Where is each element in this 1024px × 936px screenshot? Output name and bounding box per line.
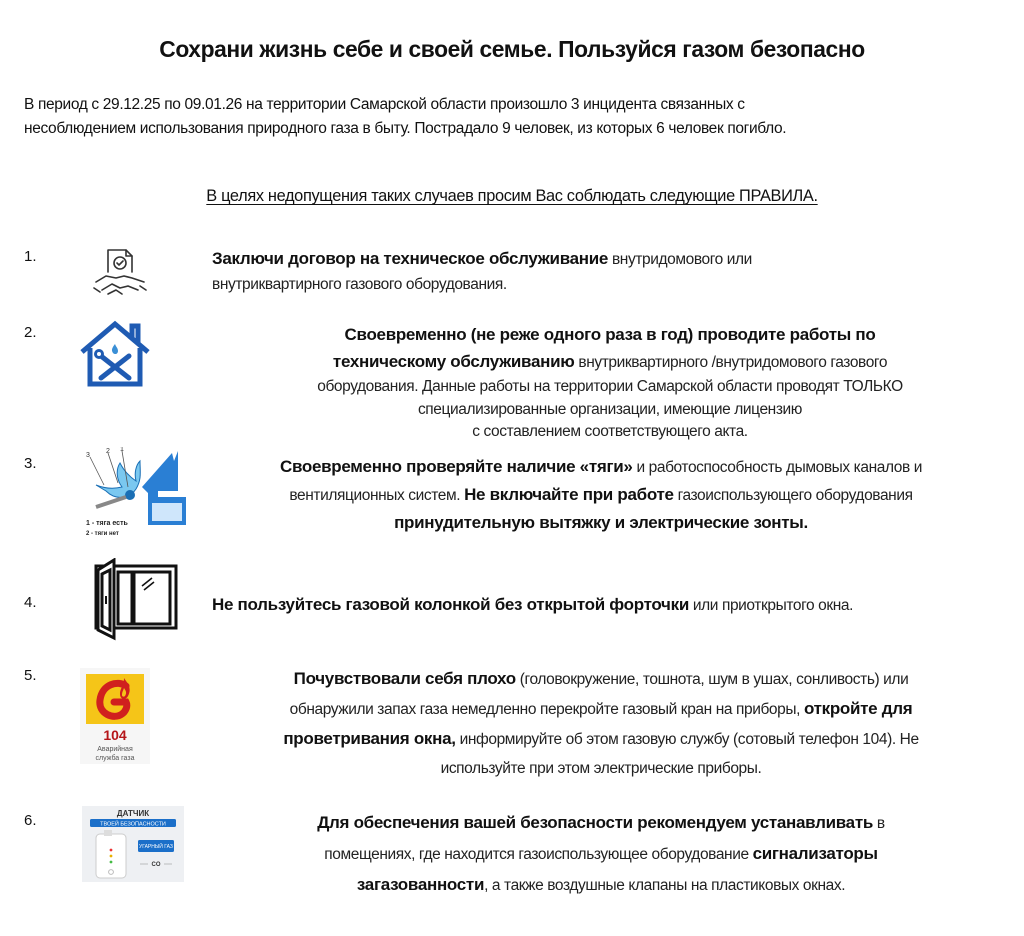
rule-6-bold-1: Для обеспечения вашей безопасности рекомендуем устанавливать	[317, 813, 874, 832]
draft-legend-1: 1 - тяга есть	[86, 520, 128, 527]
house-tools-icon	[76, 318, 154, 390]
rule-6-bold-3: загазованности	[356, 875, 485, 894]
rule-2-bold-2: техническому обслуживанию	[332, 352, 575, 371]
detector-badge: УГАРНЫЙ ГАЗ	[139, 844, 173, 850]
gas-emergency-104-icon	[80, 668, 150, 764]
rule-5-pre-2: обнаружили запах газа немедленно перекройте газовый кран на приборы,	[289, 701, 804, 718]
intro-line-1: В период с 29.12.25 по 09.01.26 на территории Самарской области произошло 3 инцидента связанных с	[24, 96, 745, 113]
rule-2-rest-2: внутриквартирного /внутридомового газового	[574, 354, 888, 371]
rule-1-number: 1.	[24, 248, 37, 265]
intro-line-2: несоблюдением использования природного газа в быту. Пострадало 9 человек, из которых 6 человек погибло.	[24, 120, 787, 137]
contract-handshake-icon	[82, 242, 158, 308]
page-title: Сохрани жизнь себе и своей семье. Пользуйся газом безопасно	[159, 36, 865, 62]
rule-2-line-4: специализированные организации, имеющие лицензию	[417, 401, 803, 418]
detector-co: CO	[151, 862, 161, 868]
rule-5-line-4: используйте при этом электрические приборы.	[440, 760, 762, 777]
rule-3-bold-2: Не включайте при работе	[464, 485, 674, 504]
rule-4-bold: Не пользуйтесь газовой колонкой без открытой форточки	[212, 595, 689, 614]
rule-3-number: 3.	[24, 455, 37, 472]
rules-heading	[4, 187, 1020, 206]
gas-detector-icon	[82, 806, 184, 882]
detector-subtitle: ТВОЕЙ БЕЗОПАСНОСТИ	[100, 821, 166, 828]
rule-2-line-5: с составлением соответствующего акта.	[472, 423, 748, 440]
rule-2-text	[210, 320, 1010, 446]
rule-2-line-3: оборудования. Данные работы на территории Самарской области проводят ТОЛЬКО	[317, 378, 903, 395]
rule-1-text	[212, 244, 752, 299]
rule-3-bold-1: Своевременно проверяйте наличие «тяги»	[279, 457, 633, 476]
detector-title: ДАТЧИК	[116, 809, 150, 818]
emergency-caption-2: служба газа	[95, 755, 135, 762]
draft-label-1: 1	[120, 447, 124, 453]
rule-1-rest: внутридомового или	[608, 251, 752, 268]
draft-legend-2: 2 - тяги нет	[86, 531, 119, 537]
rule-6-rest-3: , а также воздушные клапаны на пластиковых окнах.	[484, 877, 846, 894]
rule-4-rest: или приоткрытого окна.	[688, 597, 854, 614]
open-window-icon	[90, 558, 190, 648]
emergency-caption-1: Аварийная	[97, 746, 133, 753]
rule-1-line-2: внутриквартирного газового оборудования.	[212, 276, 507, 293]
draft-label-3: 3	[86, 452, 90, 459]
rule-6-rest-1: в	[873, 815, 885, 832]
rule-5-rest-3: информируйте об этом газовую службу (сотовый телефон 104). Не	[455, 731, 919, 748]
rule-6-bold-2: сигнализаторы	[752, 844, 878, 863]
rule-2-bold-1: Своевременно (не реже одного раза в год) проводите работы по	[344, 325, 876, 344]
rule-5-rest-1: (головокружение, тошнота, шум в ушах, сонливость) или	[515, 671, 909, 688]
rule-3-text	[196, 452, 1006, 538]
rule-5-text	[196, 664, 1006, 783]
rule-5-bold-3: проветривания окна,	[283, 729, 456, 748]
chimney-draft-icon	[82, 447, 186, 537]
intro-paragraph	[24, 93, 786, 141]
rule-5-bold-1: Почувствовали себя плохо	[293, 669, 516, 688]
rule-4-text	[212, 590, 853, 620]
rule-1-bold: Заключи договор на техническое обслуживание	[212, 249, 609, 268]
rule-3-pre-2: вентиляционных систем.	[289, 487, 465, 504]
rule-5-number: 5.	[24, 667, 37, 684]
rule-6-pre-2: помещениях, где находится газоиспользующее оборудование	[324, 846, 753, 863]
rule-3-rest-2: газоиспользующего оборудования	[673, 487, 913, 504]
rule-3-bold-3: принудительную вытяжку и электрические зонты.	[394, 513, 808, 532]
rule-3-rest-1: и работоспособность дымовых каналов и	[632, 459, 923, 476]
rule-2-number: 2.	[24, 324, 37, 341]
rule-6-text	[196, 808, 1006, 901]
rules-heading-text: В целях недопущения таких случаев просим Вас соблюдать следующие ПРАВИЛА.	[206, 187, 818, 205]
rule-5-bold-2: откройте для	[803, 699, 913, 718]
rule-6-number: 6.	[24, 812, 37, 829]
emergency-number: 104	[103, 727, 127, 743]
rule-4-number: 4.	[24, 594, 37, 611]
draft-label-2: 2	[106, 448, 110, 455]
